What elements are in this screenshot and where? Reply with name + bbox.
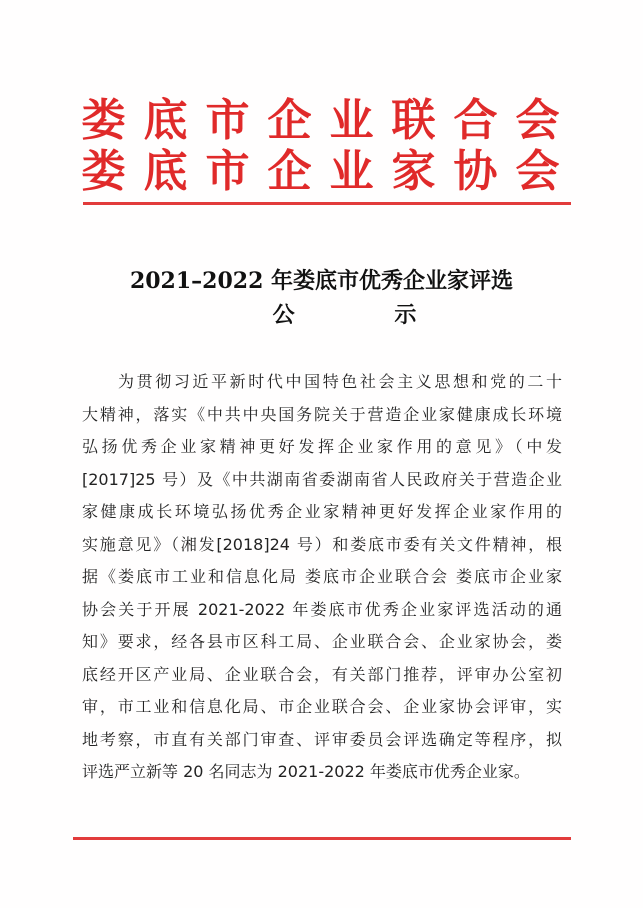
body-line: 实施意见》（湘发[2018]24 号）和娄底市委有关文件精神，根: [82, 534, 562, 554]
body-line: 评选严立新等 20 名同志为 2021-2022 年娄底市优秀企业家。: [82, 762, 530, 781]
body-line: 审，市工业和信息化局、市企业联合会、企业家协会评审，实: [82, 697, 562, 716]
body-line: 家健康成长环境弘扬优秀企业家精神更好发挥企业家作用的: [82, 502, 562, 521]
notice-subtitle: 公 示: [272, 302, 463, 328]
letterhead-divider: [83, 202, 571, 205]
body-line: 地考察，市直有关部门审查、评审委员会评选确定等程序，拟: [82, 729, 562, 749]
letterhead-org-1: 娄底市企业联合会: [81, 95, 578, 146]
letterhead-org-2: 娄底市企业家协会: [81, 146, 578, 197]
body-line: 弘扬优秀企业家精神更好发挥企业家作用的意见》（中发: [82, 437, 562, 456]
notice-title: 2021–2022 年娄底市优秀企业家评选: [129, 268, 514, 294]
body-line: 底经开区产业局、企业联合会，有关部门推荐，评审办公室初: [82, 664, 562, 684]
body-line: 知》要求，经各县市区科工局、企业联合会、企业家协会，娄: [82, 632, 562, 651]
body-line: 为贯彻习近平新时代中国特色社会主义思想和党的二十: [118, 372, 562, 391]
body-line: [2017]25 号）及《中共湖南省委湖南省人民政府关于营造企业: [82, 469, 562, 489]
footer-divider: [73, 837, 571, 840]
body-line: 协会关于开展 2021-2022 年娄底市优秀企业家评选活动的通: [82, 599, 562, 619]
body-line: 大精神，落实《中共中央国务院关于营造企业家健康成长环境: [82, 404, 562, 424]
notice-body: [82, 366, 562, 789]
body-line: 据《娄底市工业和信息化局 娄底市企业联合会 娄底市企业家: [82, 567, 562, 586]
